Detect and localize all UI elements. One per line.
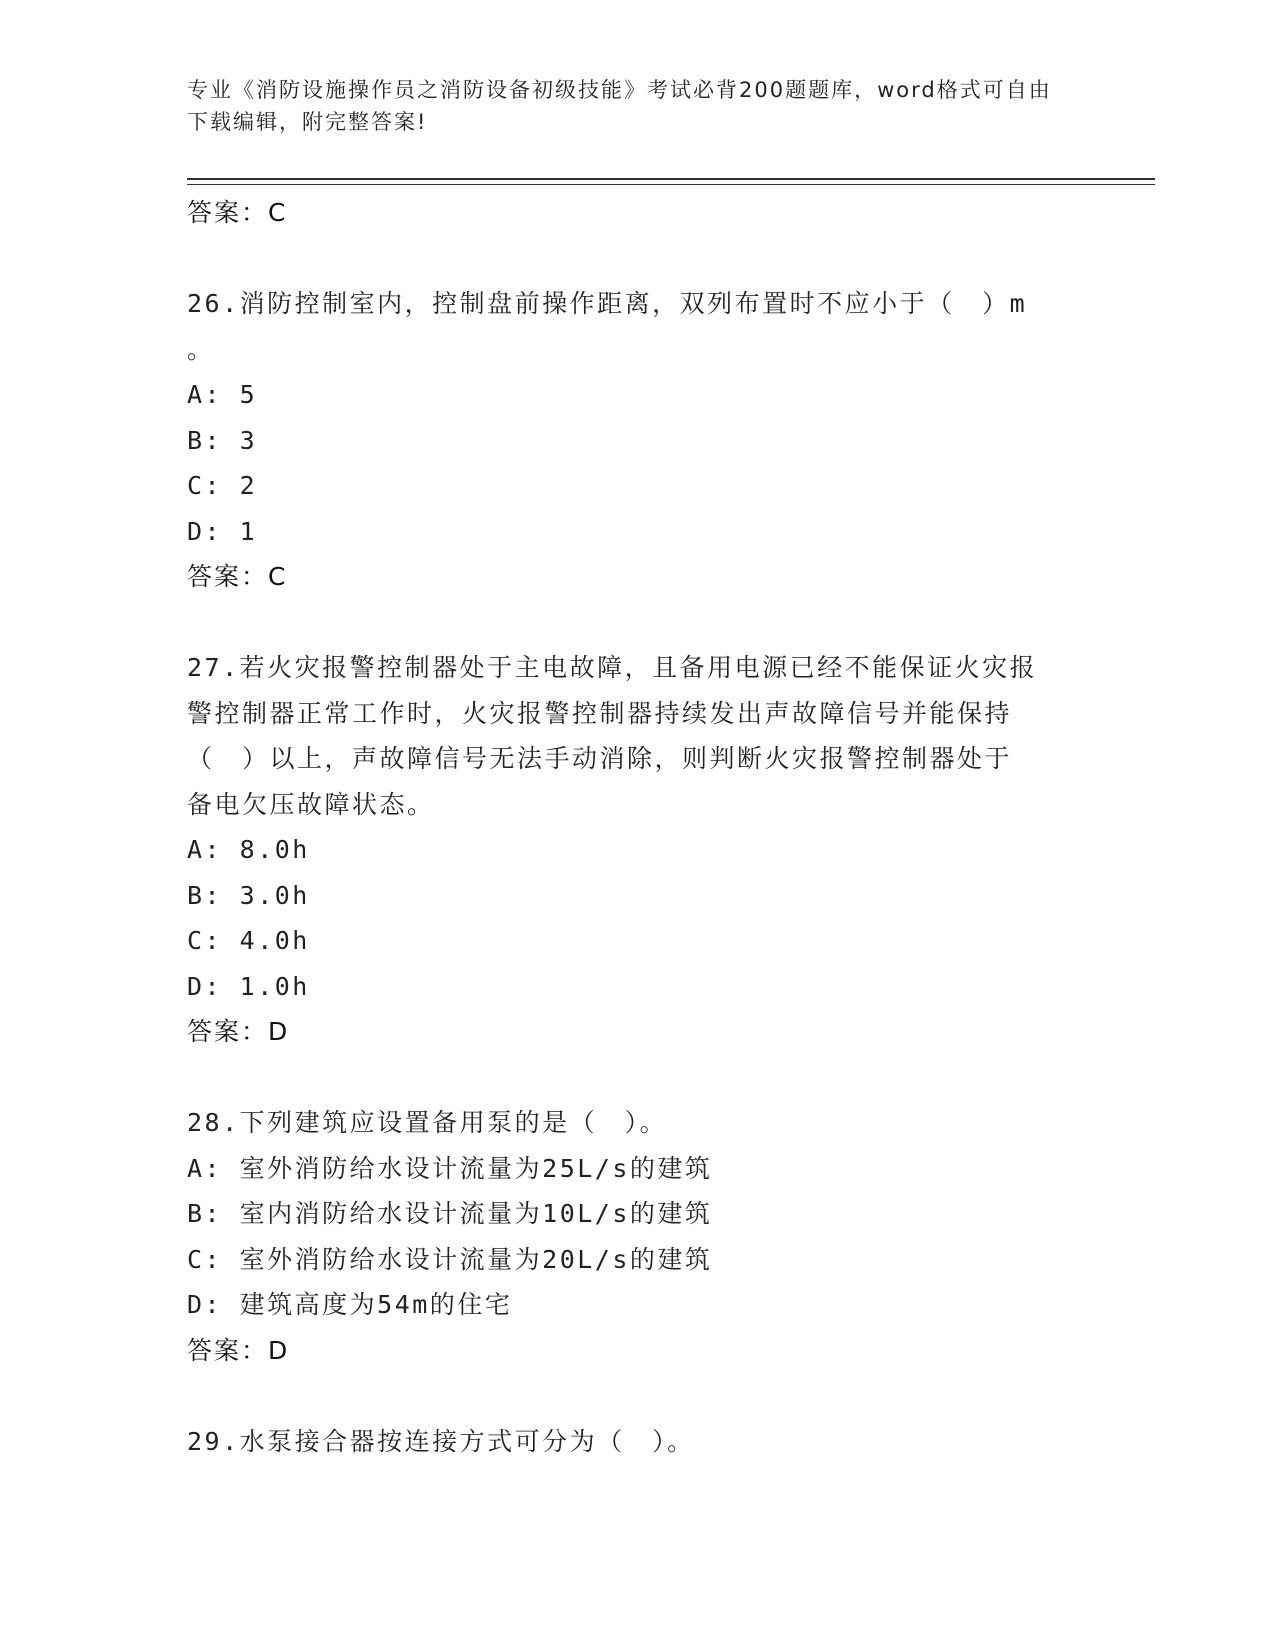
question-28-answer: 答案：D xyxy=(187,1335,290,1365)
question-27-answer: 答案：D xyxy=(187,1017,290,1046)
spacer xyxy=(187,1055,1087,1101)
spacer xyxy=(187,236,1087,282)
question-27-text-cont: 备电欠压故障状态。 xyxy=(187,789,435,819)
question-26-answer: 答案：C xyxy=(187,562,288,591)
question-29-text: 29.水泵接合器按连接方式可分为（ ）。 xyxy=(187,1426,695,1456)
spacer xyxy=(187,600,1087,646)
question-26-text: 26.消防控制室内，控制盘前操作距离，双列布置时不应小于（ ）m xyxy=(187,289,1028,318)
question-28-text: 28.下列建筑应设置备用泵的是（ ）。 xyxy=(187,1108,668,1137)
question-27-text: 27.若火灾报警控制器处于主电故障，且备用电源已经不能保证火灾报 xyxy=(187,653,1038,682)
question-28-option-b: B: 室内消防给水设计流量为10L/s的建筑 xyxy=(187,1199,713,1228)
answer-line: 答案：C xyxy=(187,198,288,227)
question-27-text-cont: （ ）以上，声故障信号无法手动消除，则判断火灾报警控制器处于 xyxy=(187,744,1013,773)
question-27-option-b: B: 3.0h xyxy=(187,880,310,910)
question-26-option-c: C: 2 xyxy=(187,471,258,500)
question-28-option-a: A: 室外消防给水设计流量为25L/s的建筑 xyxy=(187,1153,713,1183)
header-rule-thin xyxy=(187,184,1155,185)
question-27-option-c: C: 4.0h xyxy=(187,926,310,955)
question-28-option-c: C: 室外消防给水设计流量为20L/s的建筑 xyxy=(187,1244,713,1274)
question-26-option-a: A: 5 xyxy=(187,380,258,409)
spacer xyxy=(187,1373,1087,1419)
question-26-text-cont: 。 xyxy=(187,334,215,364)
question-28-option-d: D: 建筑高度为54m的住宅 xyxy=(187,1290,513,1319)
question-27-text-cont: 警控制器正常工作时，火灾报警控制器持续发出声故障信号并能保持 xyxy=(187,698,1013,728)
question-27-option-d: D: 1.0h xyxy=(187,971,310,1001)
question-26-option-d: D: 1 xyxy=(187,516,258,546)
page-header: 专业《消防设施操作员之消防设备初级技能》考试必背200题题库，word格式可自由下载编辑，附完整答案! xyxy=(187,78,1052,134)
document-body xyxy=(187,190,1087,1464)
question-26-option-b: B: 3 xyxy=(187,425,258,455)
question-27-option-a: A: 8.0h xyxy=(187,835,310,864)
header-rule-thick xyxy=(187,178,1155,180)
